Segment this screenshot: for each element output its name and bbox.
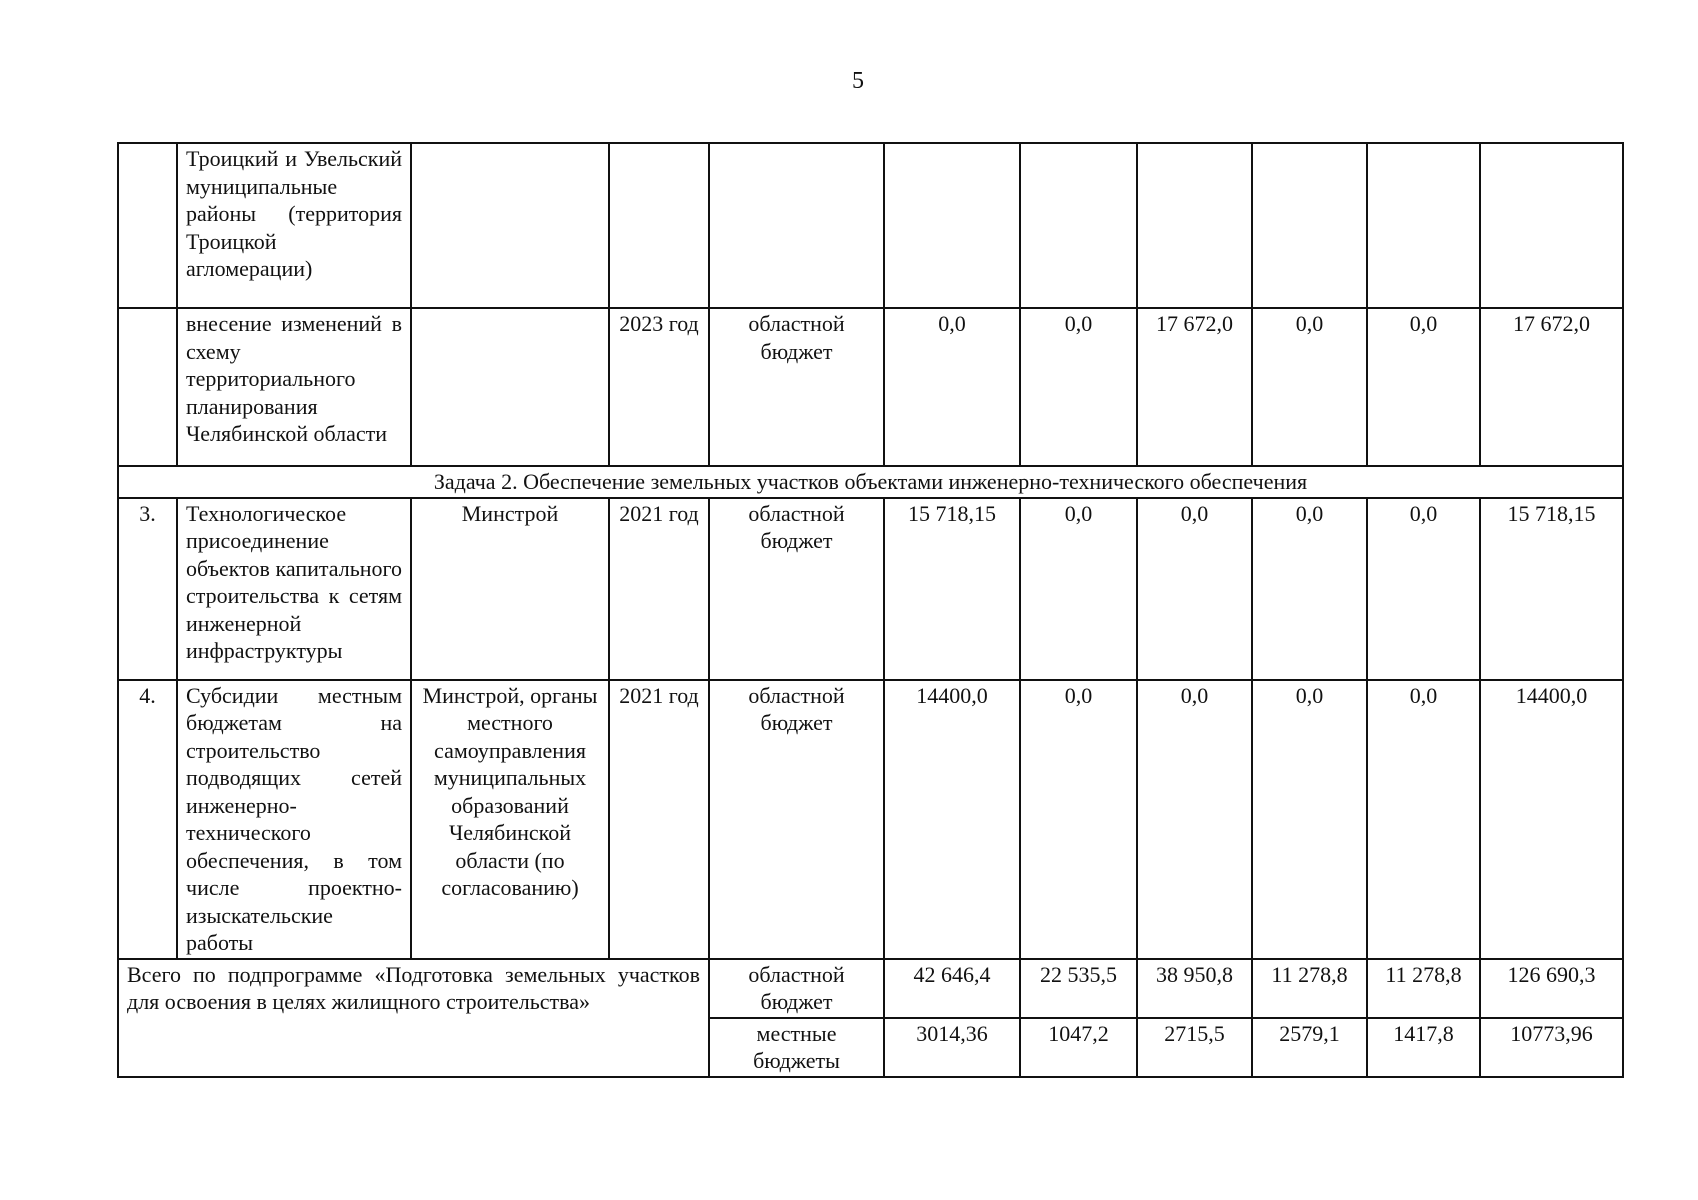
year-cell: 2021 год xyxy=(609,680,709,959)
page-number: 5 xyxy=(852,68,864,94)
source-cell: областной бюджет xyxy=(709,680,884,959)
total-row xyxy=(118,959,1623,1018)
table-row xyxy=(118,680,1623,959)
value-cell: 11 278,8 xyxy=(1367,959,1480,1018)
row-number-cell: 3. xyxy=(118,498,177,680)
value-cell: 14400,0 xyxy=(884,680,1020,959)
value-cell xyxy=(1367,143,1480,308)
value-cell: 1047,2 xyxy=(1020,1018,1137,1077)
task-heading: Задача 2. Обеспечение земельных участков объектами инженерно-технического обеспечения xyxy=(118,466,1623,498)
year-cell: 2021 год xyxy=(609,498,709,680)
source-cell: областной бюджет xyxy=(709,959,884,1018)
value-cell: 11 278,8 xyxy=(1252,959,1367,1018)
value-cell: 2579,1 xyxy=(1252,1018,1367,1077)
value-cell: 0,0 xyxy=(1137,498,1252,680)
value-cell: 3014,36 xyxy=(884,1018,1020,1077)
row-name-cell: Субсидии местным бюджетам на строительство подводящих сетей инженерно-технического обеспечения, в том числе проектно-изыскательские работы xyxy=(177,680,411,959)
value-cell: 0,0 xyxy=(1020,680,1137,959)
value-cell: 0,0 xyxy=(884,308,1020,466)
value-cell: 0,0 xyxy=(1020,498,1137,680)
value-cell: 17 672,0 xyxy=(1137,308,1252,466)
value-cell: 0,0 xyxy=(1020,308,1137,466)
budget-table xyxy=(117,142,1624,1078)
table-row xyxy=(118,308,1623,466)
value-cell: 0,0 xyxy=(1367,680,1480,959)
executor-cell xyxy=(411,308,609,466)
value-cell: 1417,8 xyxy=(1367,1018,1480,1077)
row-name-cell: внесение изменений в схему территориального планирования Челябинской области xyxy=(177,308,411,466)
executor-cell xyxy=(411,143,609,308)
value-cell: 0,0 xyxy=(1137,680,1252,959)
source-cell xyxy=(709,143,884,308)
row-number-cell xyxy=(118,308,177,466)
row-name-cell: Технологическое присоединение объектов капитального строительства к сетям инженерной инфраструктуры xyxy=(177,498,411,680)
value-cell: 0,0 xyxy=(1252,308,1367,466)
continuation-row xyxy=(118,143,1623,308)
row-name-cell: Троицкий и Увельский муниципальные районы (территория Троицкой агломерации) xyxy=(177,143,411,308)
value-cell: 15 718,15 xyxy=(884,498,1020,680)
source-cell: областной бюджет xyxy=(709,498,884,680)
task-heading-row xyxy=(118,466,1623,498)
value-cell: 0,0 xyxy=(1252,498,1367,680)
value-cell: 126 690,3 xyxy=(1480,959,1623,1018)
value-cell xyxy=(1020,143,1137,308)
value-cell: 0,0 xyxy=(1252,680,1367,959)
executor-cell: Минстрой xyxy=(411,498,609,680)
value-cell xyxy=(1137,143,1252,308)
value-cell xyxy=(1480,143,1623,308)
row-number-cell xyxy=(118,143,177,308)
year-cell: 2023 год xyxy=(609,308,709,466)
total-label: Всего по подпрограмме «Подготовка земельных участков для освоения в целях жилищного строительства» xyxy=(118,959,709,1077)
value-cell: 22 535,5 xyxy=(1020,959,1137,1018)
value-cell: 42 646,4 xyxy=(884,959,1020,1018)
source-cell: областной бюджет xyxy=(709,308,884,466)
year-cell xyxy=(609,143,709,308)
value-cell: 0,0 xyxy=(1367,498,1480,680)
executor-cell: Минстрой, органы местного самоуправления муниципальных образований Челябинской области (по согласованию) xyxy=(411,680,609,959)
row-number-cell: 4. xyxy=(118,680,177,959)
source-cell: местные бюджеты xyxy=(709,1018,884,1077)
table-body xyxy=(118,143,1623,1077)
table-row xyxy=(118,498,1623,680)
value-cell: 10773,96 xyxy=(1480,1018,1623,1077)
value-cell: 17 672,0 xyxy=(1480,308,1623,466)
value-cell xyxy=(884,143,1020,308)
value-cell: 14400,0 xyxy=(1480,680,1623,959)
value-cell: 38 950,8 xyxy=(1137,959,1252,1018)
value-cell: 15 718,15 xyxy=(1480,498,1623,680)
value-cell: 2715,5 xyxy=(1137,1018,1252,1077)
value-cell xyxy=(1252,143,1367,308)
value-cell: 0,0 xyxy=(1367,308,1480,466)
